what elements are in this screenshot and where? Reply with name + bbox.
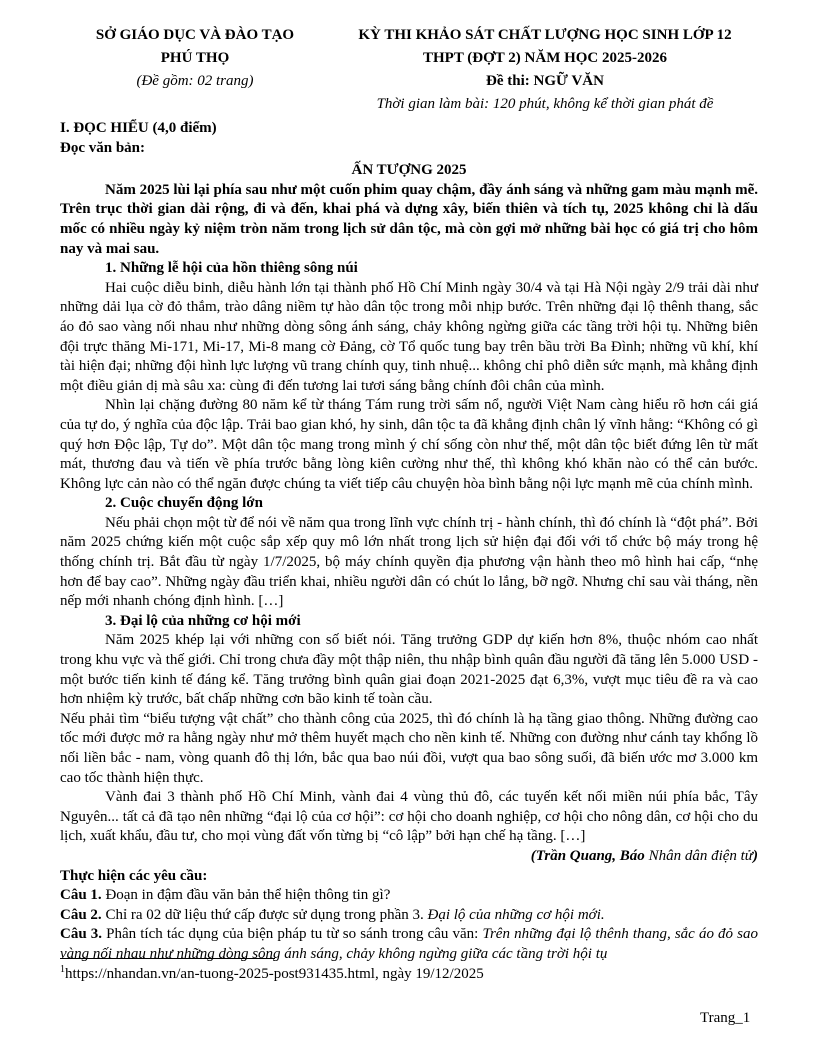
read-label: Đọc văn bản:	[60, 139, 146, 156]
section-heading: I. ĐỌC HIỂU (4,0 điểm)	[60, 120, 217, 136]
subheading-2: 2. Cuộc chuyển động lớn	[105, 495, 263, 512]
question-3-text: Phân tích tác dụng của biện pháp tu từ so sánh trong câu văn:	[102, 926, 483, 943]
source-paper: Nhân dân điện tử	[648, 847, 753, 864]
paragraph-3c: Vành đai 3 thành phố Hồ Chí Minh, vành đai 4 vùng thủ đô, các tuyến kết nối miền núi phía bắc, Tây Nguyên... tất cả đã tạo nên những “đại lộ của cơ hội”: cơ hội cho doanh nghiệp, cơ hội cho nông dân, cơ hội cho du lịch, xuất khẩu, đầu tư, cho mọi vùng đất vốn từng bị “cô lập” bởi hạn chế hạ tầng. […]	[60, 789, 758, 845]
subheading-1: 1. Những lễ hội của hồn thiêng sông núi	[105, 260, 358, 277]
paragraph-2: Nếu phải chọn một từ để nói về năm qua trong lĩnh vực chính trị - hành chính, thì đó chính là “đột phá”. Bởi năm 2025 chứng kiến một cuộc sắp xếp quy mô lớn nhất trong lịch sử hiện đại đối với tổ chức bộ máy trong hệ thống chính trị. Bắt đầu từ ngày 1/7/2025, bộ máy chính quyền địa phương vận hành theo mô hình hai cấp, “nhẹ hơn để bay cao”. Những ngày đầu triển khai, nhiều người dân có chút lo lắng, bỡ ngỡ. Nhưng chỉ sau vài tháng, nền nếp mới nhanh chóng định hình. […]	[60, 514, 758, 610]
tasks-heading: Thực hiện các yêu cầu:	[60, 867, 208, 884]
footnote	[60, 964, 484, 983]
paragraph-3a: Năm 2025 khép lại với những con số biết nói. Tăng trưởng GDP dự kiến hơn 8%, thuộc nhóm cao nhất trong khu vực và thế giới. Chỉ trong chưa đầy một thập niên, thu nhập bình quân đầu người đã tăng lên 5.000 USD - một bước tiến kinh tế đáng kể. Tăng trưởng bình quân giai đoạn 2021-2025 đạt 6,3%, vượt mục tiêu đề ra và cao hơn nhiệm kỳ trước, bất chấp những cơn bão kinh tế toàn cầu.	[60, 632, 758, 708]
footnote-mark: 1	[60, 964, 65, 975]
question-2-text: Chỉ ra 02 dữ liệu thứ cấp được sử dụng trong phần 3.	[101, 906, 428, 923]
exam-title: KỲ THI KHẢO SÁT CHẤT LƯỢNG HỌC SINH LỚP 12	[358, 27, 732, 43]
article-title: ẤN TƯỢNG 2025	[351, 162, 467, 179]
article-source	[60, 847, 758, 867]
department-name: SỞ GIÁO DỤC VÀ ĐÀO TẠO	[95, 27, 295, 43]
paragraph-3b: Nếu phải tìm “biểu tượng vật chất” cho thành công của 2025, thì đó chính là hạ tầng giao thông. Những đường cao tốc mới được mở ra hằng ngày như mở thêm huyết mạch cho nền kinh tế. Những con đường như cánh tay khổng lồ nối liền bắc - nam, vòng quanh đô thị lớn, bắc qua bao núi đồi, vượt qua bao sông suối, đã biến ước mơ 3.000 km cao tốc thành hiện thực.	[60, 710, 758, 786]
page-number: Trang_1	[700, 1010, 751, 1026]
footnote-text: https://nhandan.vn/an-tuong-2025-post931435.html, ngày 19/12/2025	[65, 966, 484, 982]
paragraph-1b: Nhìn lại chặng đường 80 năm kể từ tháng Tám rung trời sấm nổ, người Việt Nam càng hiểu rõ hơn cái giá của tự do, ý nghĩa của độc lập. Trải bao gian khó, hy sinh, dân tộc ta đã khẳng định chân lý vĩnh hằng: “Không có gì quý hơn Độc lập, Tự do”. Một dân tộc mang trong mình ý chí sống còn như thế, một dân tộc biết đứng lên từ mất mát, thương đau và tiến về phía trước bằng lòng kiên cường như thế, thì không khó khăn nào có thể cản bước. Không lực cản nào có thể ngăn được chúng ta viết tiếp câu chuyện hòa bình bằng nội lực mạnh mẽ của chính mình.	[60, 397, 758, 492]
subheading-3: 3. Đại lộ của những cơ hội mới	[105, 612, 301, 629]
question-2-italic: Đại lộ của những cơ hội mới.	[427, 906, 605, 923]
header-right	[330, 24, 760, 116]
page-count-note: (Đề gồm: 02 trang)	[136, 73, 254, 89]
question-1-label: Câu 1.	[60, 887, 102, 904]
header-left	[60, 24, 330, 93]
source-close: )	[753, 847, 758, 864]
exam-subtitle: THPT (ĐỢT 2) NĂM HỌC 2025-2026	[422, 50, 668, 66]
source-author: (Trần Quang, Báo	[530, 847, 649, 864]
question-2-label: Câu 2.	[60, 906, 102, 923]
paragraph-1a: Hai cuộc diễu binh, diễu hành lớn tại thành phố Hồ Chí Minh ngày 30/4 và tại Hà Nội ngày 2/9 trải dài như những dải lụa cờ đỏ thắm, trào dâng niềm tự hào dân tộc trong mỗi nhịp bước. Trên những đại lộ thênh thang, sắc áo đỏ sao vàng nối nhau như những dòng sông ánh sáng, chảy không ngừng giữa các tầng trời hội tụ. Những biên đội trực thăng Mi-171, Mi-17, Mi-8 mang cờ Đảng, cờ Tổ quốc tung bay trên bầu trời Ba Đình; những vũ khí, khí tài hiện đại; những đội hình lực lượng vũ trang chính quy, tinh nhuệ... không chỉ phô diễn sức mạnh, mà khẳng định một điều giản dị mà sâu xa: cùng đi đến tương lai tươi sáng bằng chính đôi chân của mình.	[60, 279, 758, 394]
article-intro: Năm 2025 lùi lại phía sau như một cuốn phim quay chậm, đầy ánh sáng và những gam màu mạnh mẽ. Trên trục thời gian dài rộng, đi và đến, khai phá và dựng xây, biến thiên và tích tụ, 2025 không chỉ là dấu mốc có nhiều ngày kỷ niệm tròn năm trong lịch sử dân tộc, mà còn gợi mở những bài học có giá trị cho hôm nay và mai sau.	[60, 181, 758, 257]
question-3-label: Câu 3.	[60, 926, 103, 943]
footnote-divider	[60, 958, 275, 959]
question-2	[60, 906, 758, 926]
question-1-text: Đoạn in đậm đầu văn bản thể hiện thông tin gì?	[101, 887, 391, 904]
question-1	[60, 886, 758, 906]
exam-duration: Thời gian làm bài: 120 phút, không kể thời gian phát đề	[376, 96, 714, 112]
exam-body	[60, 119, 758, 965]
question-3-italic: Trên những đại lộ thênh thang, sắc áo đỏ sao vàng nối nhau như những dòng sông ánh sáng, chảy không ngừng giữa các tầng trời hội tụ	[60, 926, 758, 962]
exam-subject: Đề thi: NGỮ VĂN	[486, 73, 604, 89]
province-name: PHÚ THỌ	[160, 50, 230, 66]
